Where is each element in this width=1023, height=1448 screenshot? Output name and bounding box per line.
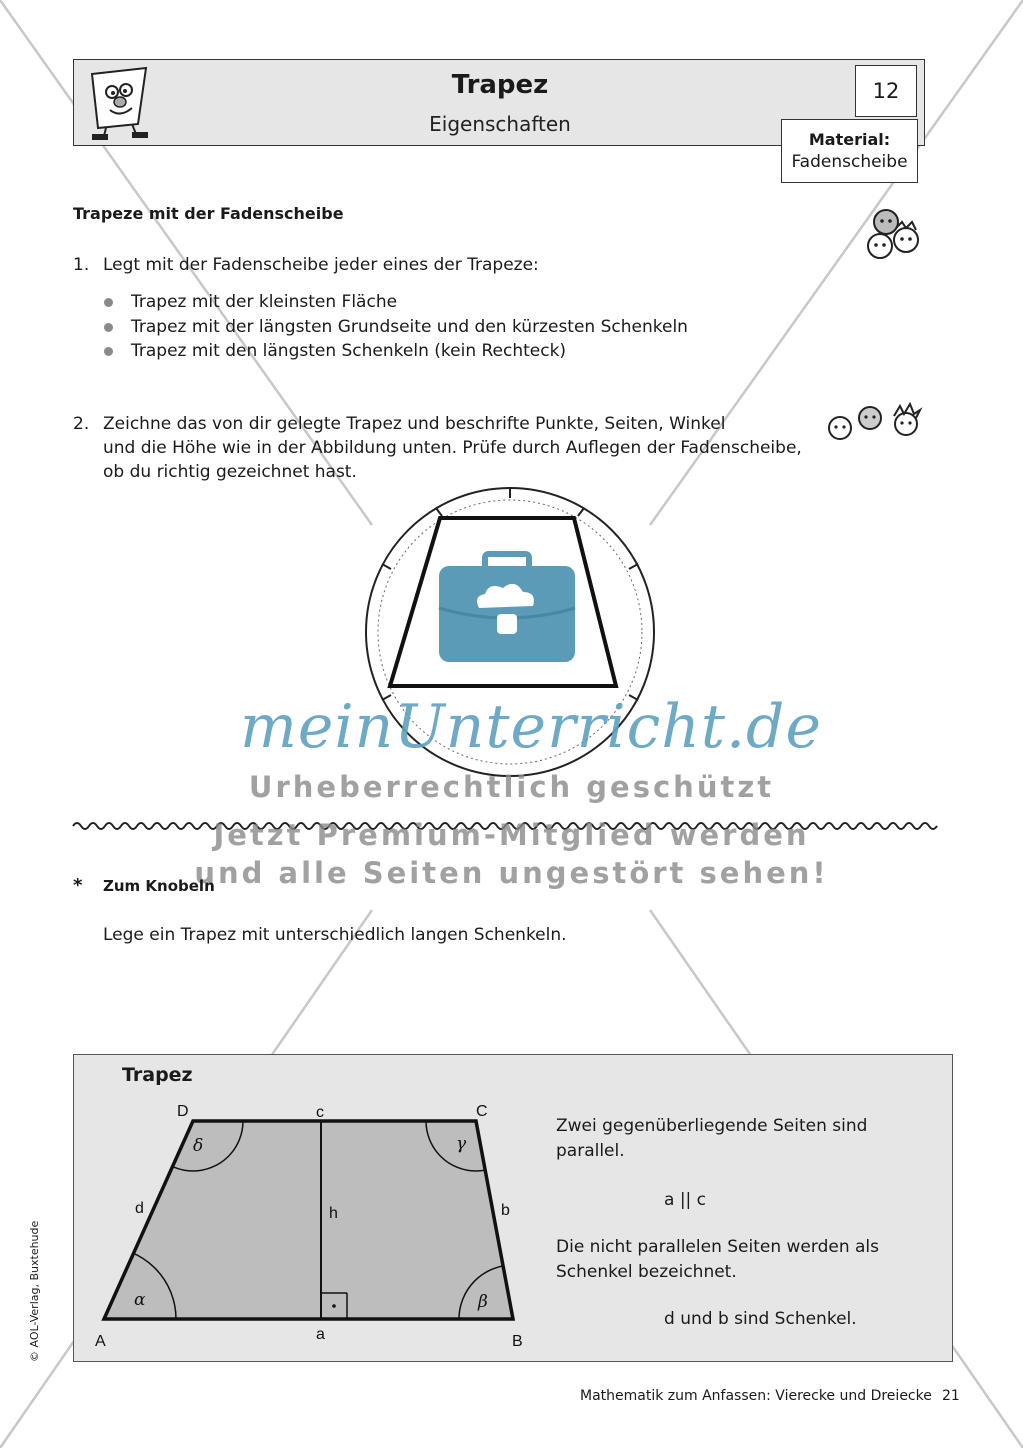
footer-book-title: Mathematik zum Anfassen: Vierecke und Dreiecke — [580, 1388, 932, 1404]
info-line: Die nicht parallelen Seiten werden als — [556, 1237, 879, 1257]
list-item: Trapez mit den längsten Schenkeln (kein Rechteck) — [103, 339, 688, 364]
watermark-line-1: Urheberrechtlich geschützt — [248, 770, 775, 804]
section-title: Trapeze mit der Fadenscheibe — [73, 204, 344, 223]
task-2-line: Zeichne das von dir gelegte Trapez und beschrifte Punkte, Seiten, Winkel — [103, 414, 726, 434]
info-line: parallel. — [556, 1140, 625, 1161]
watermark-line-3: und alle Seiten ungestört sehen! — [194, 856, 829, 890]
page-title: Trapez — [451, 70, 549, 100]
watermark-brand: meinUnterricht.de — [240, 692, 822, 762]
label-side-b: b — [501, 1202, 510, 1219]
info-line: Zwei gegenüberliegende Seiten sind — [556, 1116, 868, 1136]
label-side-a: a — [316, 1326, 325, 1343]
material-label: Material: — [808, 130, 891, 149]
label-height-h: h — [329, 1205, 338, 1222]
material-box — [781, 119, 918, 183]
info-title: Trapez — [122, 1064, 193, 1086]
page-subtitle: Eigenschaften — [429, 112, 571, 136]
label-angle-alpha: α — [134, 1290, 146, 1310]
worksheet-number-badge: 12 — [855, 65, 917, 117]
partner-work-icon — [826, 400, 926, 448]
trapezoid-diagram — [90, 1095, 540, 1355]
label-angle-gamma: γ — [456, 1134, 467, 1154]
list-item: Trapez mit der längsten Grundseite und den kürzesten Schenkeln — [103, 315, 688, 340]
list-item: Trapez mit der kleinsten Fläche — [103, 290, 688, 315]
task-1-bullet-list — [103, 290, 688, 364]
label-side-c: c — [316, 1104, 324, 1121]
label-point-D: D — [177, 1103, 189, 1120]
task-1-number: 1. — [73, 255, 90, 275]
task-2-text — [103, 412, 803, 484]
label-point-B: B — [512, 1333, 523, 1350]
material-value: Fadenscheibe — [791, 152, 908, 172]
task-2-line: ob du richtig gezeichnet hast. — [103, 462, 357, 482]
briefcase-logo-icon — [437, 552, 577, 664]
label-point-C: C — [476, 1103, 488, 1120]
label-angle-delta: δ — [193, 1136, 204, 1156]
info-formula: a || c — [664, 1190, 707, 1210]
label-side-d: d — [135, 1200, 144, 1217]
watermark-line-2: Jetzt Premium-Mitglied werden — [213, 818, 810, 852]
info-text-parallel — [556, 1114, 867, 1163]
footer-page-number: 21 — [942, 1388, 960, 1404]
label-angle-beta: β — [478, 1292, 488, 1312]
mascot-icon — [80, 62, 160, 142]
right-angle-dot — [332, 1304, 336, 1308]
challenge-text: Lege ein Trapez mit unterschiedlich langen Schenkeln. — [103, 925, 567, 945]
task-2-number: 2. — [73, 414, 90, 434]
group-work-icon — [862, 204, 928, 268]
challenge-title: Zum Knobeln — [103, 877, 215, 895]
info-conclusion: d und b sind Schenkel. — [664, 1309, 857, 1329]
task-2-line: und die Höhe wie in der Abbildung unten. Prüfe durch Auflegen der Fadenscheibe, — [103, 438, 802, 458]
task-1-text: Legt mit der Fadenscheibe jeder eines der Trapeze: — [103, 255, 539, 275]
challenge-star: * — [73, 875, 83, 896]
copyright-note: © AOL-Verlag, Buxtehude — [28, 1220, 41, 1362]
info-text-schenkel — [556, 1235, 879, 1284]
trapezoid-shape — [104, 1121, 513, 1319]
label-point-A: A — [95, 1333, 106, 1350]
info-line: Schenkel bezeichnet. — [556, 1261, 737, 1282]
